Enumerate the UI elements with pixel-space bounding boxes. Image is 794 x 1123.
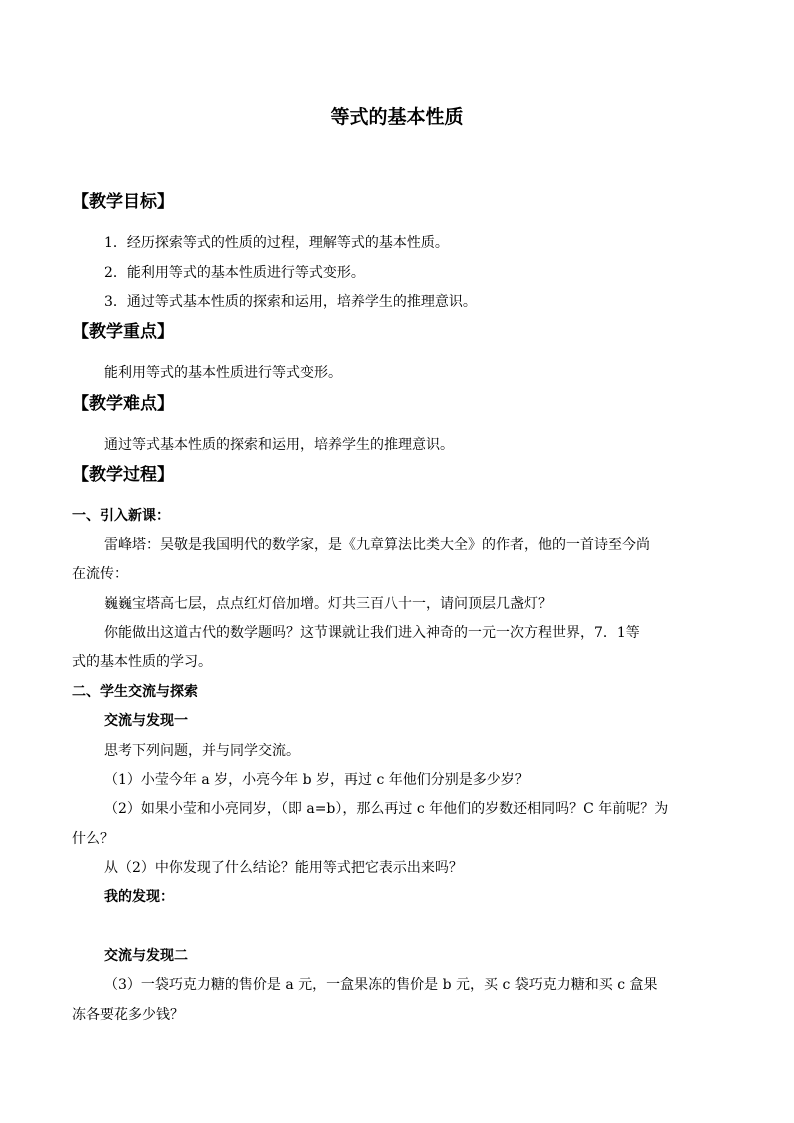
conclusion-question: 从（2）中你发现了什么结论？能用等式把它表示出来吗？	[104, 860, 463, 876]
question-2-line2: 什么？	[72, 831, 114, 847]
section-heading-key-points: 【教学重点】	[72, 322, 174, 342]
part1-heading: 一、引入新课：	[72, 508, 170, 524]
part1-paragraph-line1: 雷峰塔：吴敬是我国明代的数学家，是《九章算法比类大全》的作者，他的一首诗至今尚	[104, 537, 650, 553]
question-3-line1: （3）一袋巧克力糖的售价是 a 元，一盒果冻的售价是 b 元，买 c 袋巧克力糖和买 c 盒果	[104, 977, 658, 993]
goal-item-1: 1．经历探索等式的性质的过程，理解等式的基本性质。	[104, 235, 449, 251]
question-1: （1）小莹今年 a 岁，小亮今年 b 岁，再过 c 年他们分别是多少岁？	[104, 772, 529, 788]
key-points-text: 能利用等式的基本性质进行等式变形。	[104, 365, 342, 381]
discovery1-intro: 思考下列问题，并与同学交流。	[104, 743, 300, 759]
section-heading-process: 【教学过程】	[72, 465, 174, 485]
goal-item-2: 2．能利用等式的基本性质进行等式变形。	[104, 265, 365, 281]
part1-paragraph2-line2: 式的基本性质的学习。	[72, 654, 212, 670]
discovery1-heading: 交流与发现一	[104, 713, 188, 729]
discovery2-heading: 交流与发现二	[104, 948, 188, 964]
section-heading-difficulties: 【教学难点】	[72, 394, 174, 414]
my-discovery-label: 我的发现：	[104, 889, 174, 905]
page-title: 等式的基本性质	[330, 106, 464, 128]
difficulties-text: 通过等式基本性质的探索和运用，培养学生的推理意识。	[104, 437, 454, 453]
part1-paragraph2-line1: 你能做出这道古代的数学题吗？这节课就让我们进入神奇的一元一次方程世界，7．1等	[104, 625, 640, 641]
section-heading-goals: 【教学目标】	[72, 192, 174, 212]
question-2-line1: （2）如果小莹和小亮同岁，（即 a=b），那么再过 c 年他们的岁数还相同吗？C 年前呢？为	[104, 801, 669, 817]
part1-paragraph-line2: 在流传：	[72, 566, 128, 582]
part2-heading: 二、学生交流与探索	[72, 684, 198, 700]
goal-item-3: 3．通过等式基本性质的探索和运用，培养学生的推理意识。	[104, 294, 477, 310]
part1-poem: 巍巍宝塔高七层，点点红灯倍加增。灯共三百八十一，请问顶层几盏灯？	[104, 596, 552, 612]
question-3-line2: 冻各要花多少钱？	[72, 1007, 184, 1023]
